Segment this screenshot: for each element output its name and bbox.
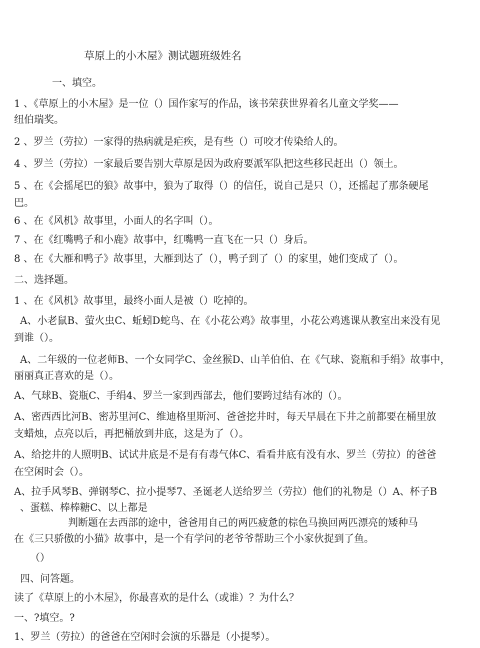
doc-title: 草原上的小木屋》测试题班级姓名 <box>84 50 242 62</box>
text-line: 巴。 <box>14 198 34 209</box>
text-line: 四、问答题。 <box>20 574 80 585</box>
text-line: 读了《草原上的小木屋》，你最喜欢的是什么（或谁）？为什么？ <box>14 593 299 604</box>
text-line: 1 、在《风机》故事里，最终小面人是被（）吃掉的。 <box>14 296 254 307</box>
text-line: A、密西西比河B、密苏里河C、维迪格里斯河、爸爸挖井时，每天早晨在下井之前都要在桶里放 <box>14 412 437 423</box>
text-line: （） <box>30 553 50 564</box>
text-line: 8 、在《大雁和鸭子》故事里，大雁到达了（），鸭子到了（）的家里，她们变成了（）。 <box>14 254 404 265</box>
text-line: 纽伯瑞奖。 <box>14 115 64 126</box>
text-line: 一、?填空。? <box>14 613 75 624</box>
text-line: A、小老鼠B、萤火虫C、蚯蚓D蛇鸟、在《小花公鸡》故事里，小花公鸡逃课从教室出来没有见 <box>20 316 441 327</box>
text-line: 1 、《草原上的小木屋》是一位（）国作家写的作品，该书荣获世界着名儿童文学奖—— <box>14 99 399 110</box>
text-line: 二、选择题。 <box>14 275 74 286</box>
text-line: 5 、在《会摇尾巴的狼》故事中，狼为了取得（）的信任，说自己是只（），还摇起了那条硬尾 <box>14 181 429 192</box>
text-line: 7 、在《红嘴鸭子和小鹿》故事中，红嘴鸭一直飞在一只（）身后。 <box>14 235 314 246</box>
text-line: 支蜡烛，点亮以后，再把桶放到井底，这是为了（）。 <box>14 429 249 440</box>
text-line: 在《三只骄傲的小猫》故事中，是一个有学问的老爷爷帮助三个小家伙捉到了鱼。 <box>14 534 374 545</box>
text-line: A、拉手风琴B、弹钢琴C、拉小提琴7、圣诞老人送给罗兰（劳拉）他们的礼物是（）A、杯子B <box>14 487 438 498</box>
text-line: 、蛋糕、棒棒糖C、以上都是 <box>20 503 148 514</box>
text-line: 4 、罗兰（劳拉）一家最后要告别大草原是因为政府要派军队把这些移民赶出（）领土。 <box>14 159 404 170</box>
text-line: 一、填空。 <box>52 78 102 89</box>
text-line: A、气球B、瓷瓶C、手绢4、罗兰一家到西部去，他们要跨过结有冰的（）。 <box>14 391 348 402</box>
text-line: 6 、在《风机》故事里，小面人的名字叫（）。 <box>14 216 219 227</box>
text-line: 判断题在去西部的途中，爸爸用自己的两匹疲惫的棕色马换回两匹漂亮的矮种马 <box>68 518 418 529</box>
text-line: 在空闲时会（）。 <box>14 467 89 478</box>
text-line: 丽丽真正喜欢的是（）。 <box>14 371 119 382</box>
text-line: 1、罗兰（劳拉）的爸爸在空闲时会演的乐器是（小提琴）。 <box>14 632 276 643</box>
text-line: A、给挖井的人照明B、试试井底是不是有有毒气体C、看看井底有没有水、罗兰（劳拉）的爸爸 <box>14 450 437 461</box>
text-line: 到谁（）。 <box>14 333 59 344</box>
text-line: A、二年级的一位老师B、一个女同学C、金丝猴D、山羊伯伯、在《气球、瓷瓶和手绢》故事中， <box>20 355 451 366</box>
text-line: 2 、罗兰（劳拉）一家得的热病就是疟疾，是有些（）可咬才传染给人的。 <box>14 137 344 148</box>
